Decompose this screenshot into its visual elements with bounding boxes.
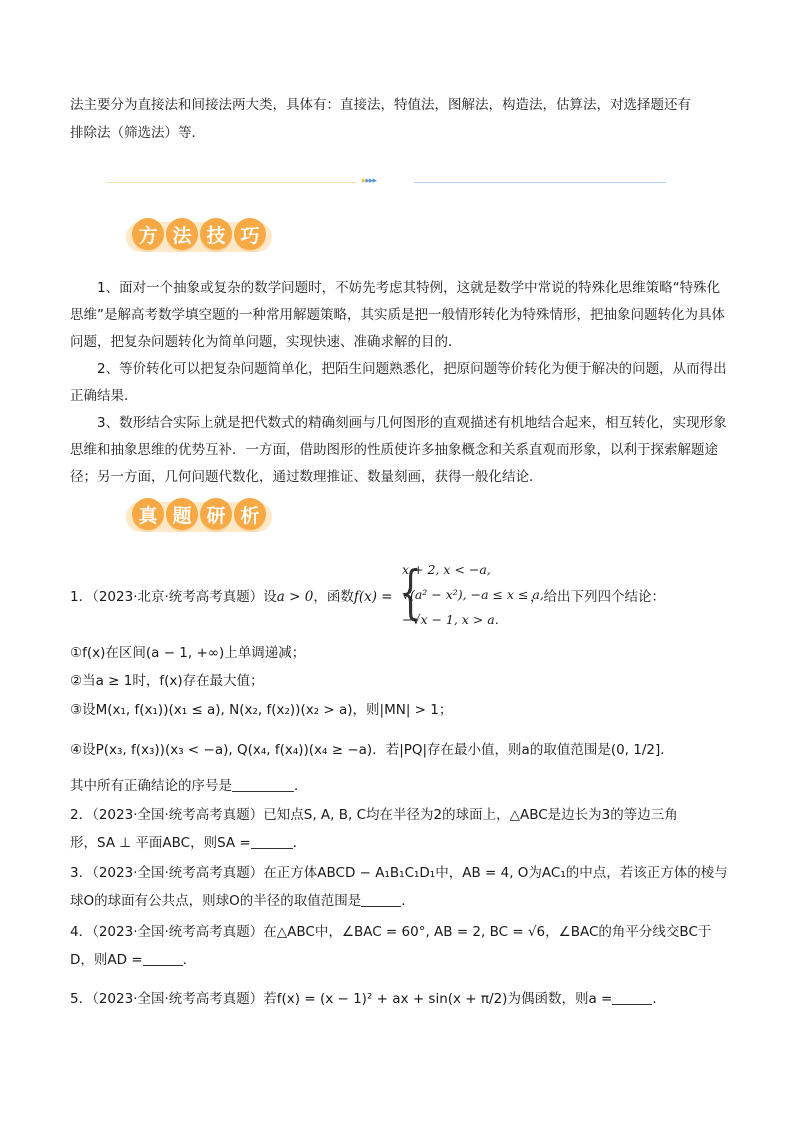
piece-3: −√x − 1, x > a. — [402, 612, 499, 627]
heading-char: 析 — [234, 498, 266, 530]
section-heading-real-questions — [132, 498, 266, 534]
question-2-line-1: 2．（2023·全国·统考高考真题）已知点S, A, B, C均在半径为2的球面上，△ABC是边长为3的等边三角 — [70, 807, 678, 823]
answer-blank[interactable] — [232, 775, 294, 792]
answer-blank[interactable] — [251, 832, 293, 849]
answer-blank[interactable] — [361, 890, 401, 907]
question-1-ask: 其中所有正确结论的序号是 ． — [70, 773, 730, 800]
question-1-tail: ，给出下列四个结论： — [530, 589, 665, 605]
statement-2: ②当a ≥ 1时，f(x)存在最大值； — [70, 673, 264, 689]
piece-2: √(a² − x²), −a ≤ x ≤ a, — [402, 587, 544, 602]
section-divider — [106, 176, 666, 190]
heading-char: 法 — [166, 218, 198, 250]
question-3-line-1: 3．（2023·全国·统考高考真题）在正方体ABCD − A₁B₁C₁D₁中，AB = 4, O为AC₁的中点，若该正方体的棱与 — [70, 865, 728, 881]
heading-char: 方 — [132, 218, 164, 250]
heading-char: 真 — [132, 498, 164, 530]
statement-3: ③设M(x₁, f(x₁))(x₁ ≤ a), N(x₂, f(x₂))(x₂ > a)，则|MN| > 1； — [70, 702, 453, 718]
section-heading-methods — [132, 218, 266, 254]
tip-2: 2、等价转化可以把复杂问题简单化，把陌生问题熟悉化，把原问题等价转化为便于解决的问题，从而得出正确结果． — [70, 361, 727, 404]
statement-1: ①f(x)在区间(a − 1, +∞)上单调递减； — [70, 645, 306, 661]
heading-char: 题 — [166, 498, 198, 530]
question-1-stem: 1．（2023·北京·统考高考真题）设a > 0，函数f(x) = — [70, 589, 393, 605]
heading-char: 巧 — [234, 218, 266, 250]
question-3-line-2: 球O的球面有公共点，则球O的半径的取值范围是 ． — [70, 888, 730, 915]
answer-blank[interactable] — [612, 988, 652, 1005]
question-2-line-2: 形，SA ⊥ 平面ABC，则SA = ． — [70, 830, 730, 857]
heading-char: 技 — [200, 218, 232, 250]
heading-char: 研 — [200, 498, 232, 530]
statement-4: ④设P(x₃, f(x₃))(x₃ < −a), Q(x₄, f(x₄))(x₄ ≥ −a)．若|PQ|存在最小值，则a的取值范围是(0, 1/2]． — [70, 742, 674, 758]
intro-line-2: 排除法（筛选法）等． — [70, 125, 205, 141]
question-4-line-1: 4．（2023·全国·统考高考真题）在△ABC中，∠BAC = 60°, AB = 2, BC = √6，∠BAC的角平分线交BC于 — [70, 924, 712, 940]
answer-blank[interactable] — [143, 949, 183, 966]
tip-3: 3、数形结合实际上就是把代数式的精确刻画与几何图形的直观描述有机地结合起来，相互转化，实现形象思维和抽象思维的优势互补．一方面，借助图形的性质使许多抽象概念和关系直观而形象，以利于探索解题途径；另一方面，几何问题代数化，通过数理推证、数量刻画，获得一般化结论． — [70, 415, 727, 485]
piece-1: x + 2, x < −a, — [402, 562, 491, 577]
arrow-icon: ▸▸▸▸ — [362, 176, 377, 186]
piecewise-brace: { — [399, 558, 422, 626]
tip-1: 1、面对一个抽象或复杂的数学问题时，不妨先考虑其特例，这就是数学中常说的特殊化思维策略“特殊化思维”是解高考数学填空题的一种常用解题策略，其实质是把一般情形转化为特殊情形，把抽象问题转化为具体问题，把复杂问题转化为简单问题，实现快速、准确求解的目的． — [70, 280, 725, 350]
intro-line-1: 法主要分为直接法和间接法两大类，具体有：直接法，特值法，图解法，构造法，估算法，对选择题还有 — [70, 97, 691, 113]
question-4-line-2: D，则AD = ． — [70, 947, 730, 974]
question-5: 5．（2023·全国·统考高考真题）若f(x) = (x − 1)² + ax + sin(x + π/2)为偶函数，则a = ． — [70, 986, 730, 1013]
